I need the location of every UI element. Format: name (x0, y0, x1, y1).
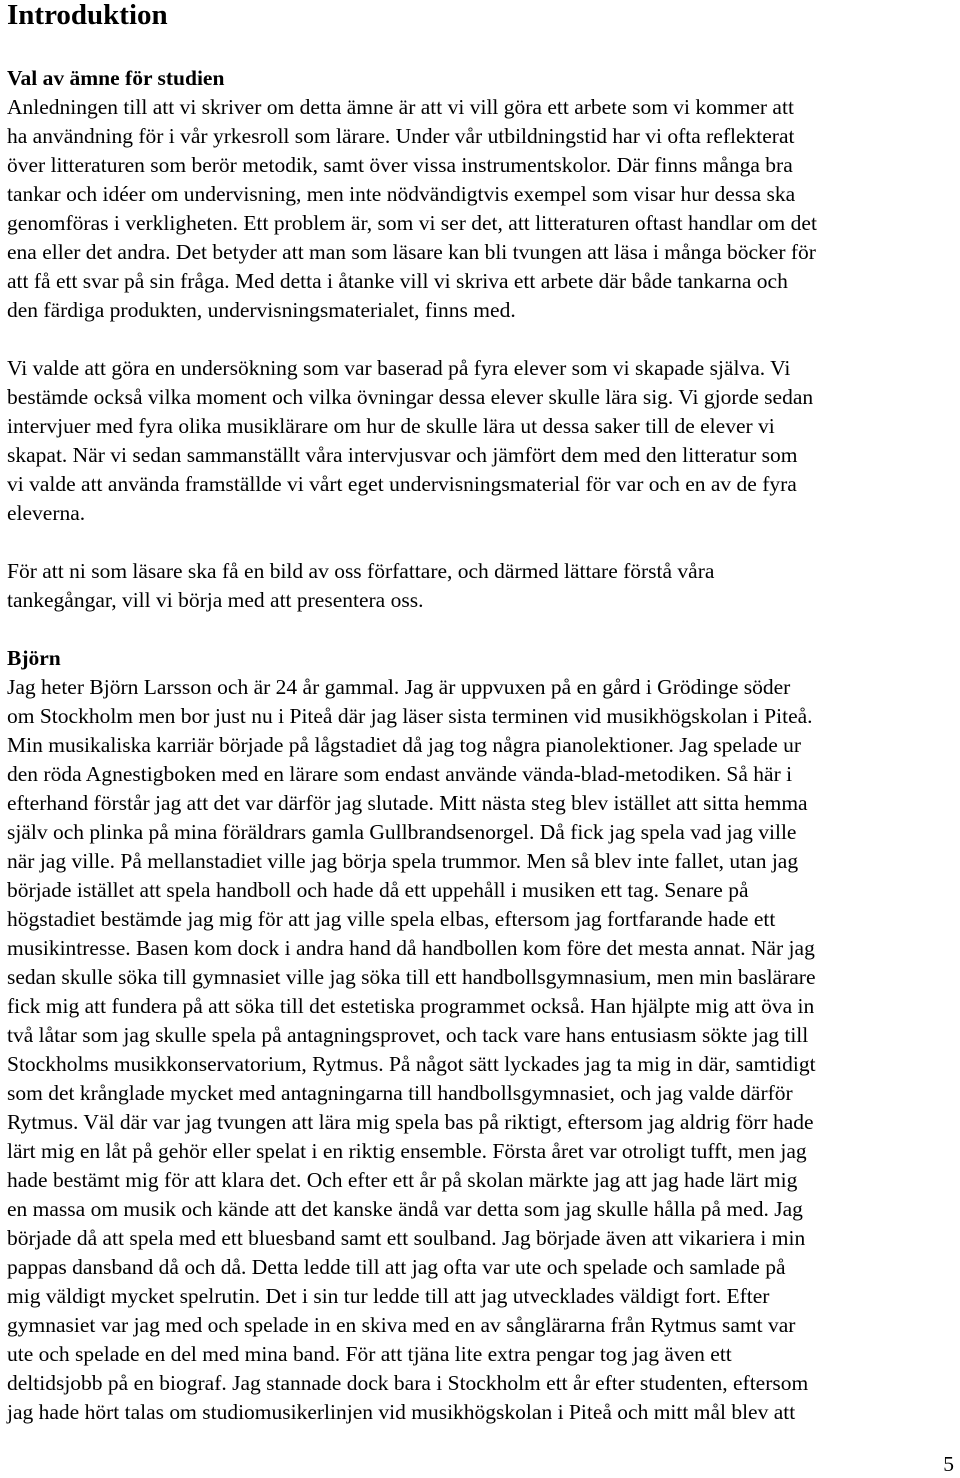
text-line: skapat. När vi sedan sammanställt våra intervjusvar och jämfört dem med den litteratur som (7, 443, 798, 467)
text-line: den röda Agnestigboken med en lärare som endast använde vända-blad-metodiken. Så här i (7, 762, 793, 786)
document-page (7, 0, 955, 1427)
text-line: högstadiet bestämde jag mig för att jag ville spela elbas, eftersom jag fortfarande hade ett (7, 907, 776, 931)
text-line: började istället att spela handboll och hade då ett uppehåll i musiken ett tag. Senare på (7, 878, 749, 902)
text-line: en massa om musik och kände att det kanske ändå var detta som jag skulle hålla på med. Jag (7, 1197, 803, 1221)
text-line: Anledningen till att vi skriver om detta ämne är att vi vill göra ett arbete som vi kommer att (7, 95, 794, 119)
text-line: musikintresse. Basen kom dock i andra hand då handbollen kom före det mesta annat. När jag (7, 936, 815, 960)
text-line: började då att spela med ett bluesband samt ett soulband. Jag började även att vikariera i min (7, 1226, 806, 1250)
text-line: mig väldigt mycket spelrutin. Det i sin tur ledde till att jag utvecklades väldigt fort. Efter (7, 1284, 770, 1308)
text-line: För att ni som läsare ska få en bild av oss författare, och därmed lättare förstå våra (7, 559, 715, 583)
spacer (7, 325, 955, 354)
text-line: sedan skulle söka till gymnasiet ville jag söka till ett handbollsgymnasium, men min baslärare (7, 965, 816, 989)
text-line: tankar och idéer om undervisning, men inte nödvändigtvis exempel som visar hur dessa ska (7, 182, 796, 206)
paragraph (7, 673, 955, 1427)
text-line: själv och plinka på mina föräldrars gamla Gullbrandsenorgel. Då fick jag spela vad jag ville (7, 820, 797, 844)
spacer (7, 528, 955, 557)
text-line: över litteraturen som berör metodik, samt över vissa instrumentskolor. Där finns många bra (7, 153, 793, 177)
text-line: ute och spelade en del med mina band. För att tjäna lite extra pengar tog jag även ett (7, 1342, 732, 1366)
paragraph (7, 93, 955, 325)
text-line: pappas dansband då och då. Detta ledde till att jag ofta var ute och spelade och samlade på (7, 1255, 786, 1279)
paragraph (7, 557, 955, 615)
text-line: ena eller det andra. Det betyder att man som läsare kan bli tvungen att läsa i många böcker för (7, 240, 816, 264)
text-line: Stockholms musikkonservatorium, Rytmus. På något sätt lyckades jag ta mig in där, samtidigt (7, 1052, 816, 1076)
text-line: om Stockholm men bor just nu i Piteå där jag läser sista terminen vid musikhögskolan i Piteå. (7, 704, 813, 728)
spacer (7, 615, 955, 644)
text-line: två låtar som jag skulle spela på antagningsprovet, och tack vare hans entusiasm sökte jag till (7, 1023, 809, 1047)
text-line: när jag ville. På mellanstadiet ville jag börja spela trummor. Men så blev inte fallet, utan jag (7, 849, 799, 873)
text-line: ha användning för i vår yrkesroll som lärare. Under vår utbildningstid har vi ofta reflekterat (7, 124, 795, 148)
text-line: Min musikaliska karriär började på lågstadiet då jag tog några pianolektioner. Jag spelade ur (7, 733, 802, 757)
text-line: genomföras i verkligheten. Ett problem är, som vi ser det, att litteraturen oftast handlar om det (7, 211, 817, 235)
text-line: vi valde att använda framställde vi vårt eget undervisningsmaterial för var och en av de fyra (7, 472, 797, 496)
text-line: bestämde också vilka moment och vilka övningar dessa elever skulle lära sig. Vi gjorde sedan (7, 385, 814, 409)
text-line: fick mig att fundera på att söka till det estetiska programmet också. Han hjälpte mig att öva in (7, 994, 815, 1018)
paragraph (7, 354, 955, 528)
text-line: jag hade hört talas om studiomusikerlinjen vid musikhögskolan i Piteå och mitt mål blev att (7, 1400, 796, 1424)
text-line: intervjuer med fyra olika musiklärare om hur de skulle lära ut dessa saker till de elever vi (7, 414, 775, 438)
text-line: tankegångar, vill vi börja med att presentera oss. (7, 588, 424, 612)
section-heading: Val av ämne för studien (7, 66, 225, 90)
spacer (7, 30, 955, 64)
text-line: Rytmus. Väl där var jag tvungen att lära mig spela bas på riktigt, eftersom jag aldrig förr hade (7, 1110, 814, 1134)
page-title: Introduktion (7, 0, 168, 31)
text-line: gymnasiet var jag med och spelade in en skiva med en av sånglärarna från Rytmus samt var (7, 1313, 796, 1337)
text-line: att få ett svar på sin fråga. Med detta i åtanke vill vi skriva ett arbete där både tankarna och (7, 269, 788, 293)
text-line: som det krånglade mycket med antagningarna till handbollsgymnasiet, och jag valde därför (7, 1081, 793, 1105)
text-line: lärt mig en låt på gehör eller spelat i en riktig ensemble. Första året var otroligt tufft, men jag (7, 1139, 807, 1163)
page-number: 5 (943, 1452, 954, 1476)
text-line: efterhand förstår jag att det var därför jag slutade. Mitt nästa steg blev istället att sitta hemma (7, 791, 808, 815)
text-line: deltidsjobb på en biograf. Jag stannade dock bara i Stockholm ett år efter studenten, eftersom (7, 1371, 809, 1395)
text-line: Vi valde att göra en undersökning som var baserad på fyra elever som vi skapade själva. Vi (7, 356, 791, 380)
text-line: Jag heter Björn Larsson och är 24 år gammal. Jag är uppvuxen på en gård i Grödinge söder (7, 675, 791, 699)
section-heading: Björn (7, 646, 61, 670)
text-line: den färdiga produkten, undervisningsmaterialet, finns med. (7, 298, 516, 322)
text-line: eleverna. (7, 501, 86, 525)
text-line: hade bestämt mig för att klara det. Och efter ett år på skolan märkte jag att jag hade lärt mig (7, 1168, 798, 1192)
